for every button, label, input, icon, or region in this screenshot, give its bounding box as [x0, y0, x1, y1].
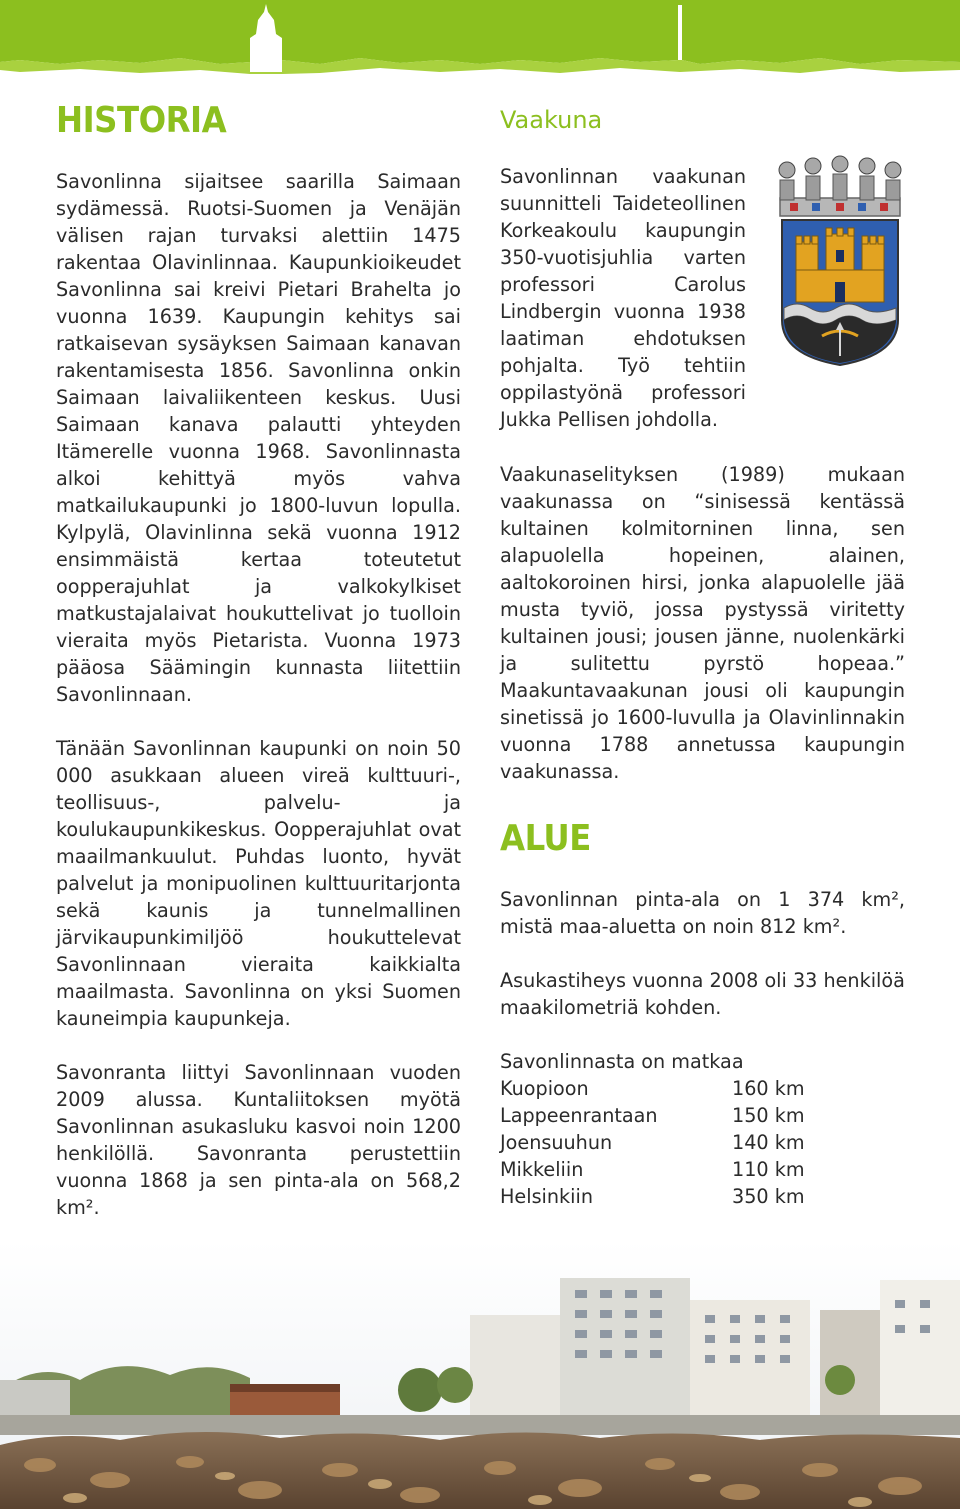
distance-place: Helsinkiin — [500, 1185, 593, 1208]
list-item — [500, 1102, 820, 1129]
history-paragraph-3: Savonranta liittyi Savonlinnaan vuoden 2009 alussa. Kuntaliitoksen myötä Savonlinnan asukasluku kasvoi noin 1200 henkilöllä. Savonranta perustettiin vuonna 1868 ja sen pinta-ala on 568,2 km². — [56, 1061, 461, 1219]
city-photo — [0, 1240, 960, 1509]
distance-km: 110 km — [732, 1158, 805, 1181]
vaakuna-title: Vaakuna — [500, 106, 603, 134]
vaakuna-paragraph-2: Vaakunaselityksen (1989) mukaan vaakunassa on “sinisessä kentässä kultainen kolmitorninen linna, sen alapuolella hopeinen, alainen, aaltokoroinen hirsi, jonka alapuolelle jää musta tyviö, jossa pystyssä viritetty kultainen jousi; jousen jänne, nuolenkärki ja sulitettu pyrstö hopeaa.” Maakuntavaakunan jousi oli kaupungin sinetissä jo 1600-luvulla ja Olavinlinnakin vuonna 1788 annetussa kaupungin vaakunassa. — [500, 463, 905, 783]
distance-place: Joensuuhun — [500, 1131, 613, 1154]
alue-density — [500, 967, 905, 1021]
vaakuna-intro — [500, 163, 746, 433]
list-item — [500, 1183, 820, 1210]
coat-of-arms-icon — [752, 150, 928, 382]
distances-title: Savonlinnasta on matkaa — [500, 1050, 744, 1073]
list-item — [500, 1156, 820, 1183]
history-paragraph-1: Savonlinna sijaitsee saarilla Saimaan sydämessä. Ruotsi-Suomen ja Venäjän välisen rajan turvaksi alettiin 1475 rakentaa Olavinlinnaa. Kaupunkioikeudet Savonlinna sai kreivi Pietari Brahelta jo vuonna 1639. Kaupungin kehitys sai ratkaisevan sysäyksen Saimaan kanavan rakentamisesta 1856. Savonlinna onkin Saimaan laivaliikenteen keskus. Uusi Saimaan kanava palautti yhteyden Itämerelle vuonna 1968. Savonlinnasta alkoi kehittyä myös vahva matkailukaupunki jo 1800-luvun lopulla. Kylpylä, Olavinlinna sekä vuonna 1912 ensimmäistä kertaa toteutetut oopperajuhlat ja valkokylkiset matkustajalaivat houkuttelivat jo tuolloin vieraita myös Pietarista. Vuonna 1973 pääosa Säämingin kunnasta liitettiin Savonlinnaan. — [56, 170, 461, 706]
distance-km: 150 km — [732, 1104, 805, 1127]
alue-area — [500, 886, 905, 940]
distance-place: Kuopioon — [500, 1077, 589, 1100]
distance-place: Mikkeliin — [500, 1158, 584, 1181]
distance-km: 160 km — [732, 1077, 805, 1100]
distance-km: 140 km — [732, 1131, 805, 1154]
history-paragraph-2: Tänään Savonlinnan kaupunki on noin 50 000 asukkaan alueen vireä kulttuuri-, teollisuus-, palvelu- ja koulukaupunkikeskus. Oopperajuhlat ovat maailmankuulut. Puhdas luonto, hyvät palvelut ja monipuolinen kulttuuritarjonta sekä kaunis ja tunnelmallinen järvikaupunkimiljöö houkuttelevat Savonlinnaan vieraita kaikkialta maailmasta. Savonlinna on yksi Suomen kauneimpia kaupunkeja. — [56, 737, 461, 1030]
history-column — [56, 168, 461, 1248]
alue-title: ALUE — [500, 818, 591, 859]
alue-paragraph-2: Asukastiheys vuonna 2008 oli 33 henkilöä maakilometriä kohden. — [500, 969, 905, 1019]
distance-place: Lappeenrantaan — [500, 1104, 658, 1127]
vaakuna-paragraph-1: Savonlinnan vaakunan suunnitteli Taideteollinen Korkeakoulu kaupungin 350-vuotisjuhlia varten professori Carolus Lindbergin vuonna 1938 laatiman ehdotuksen pohjalta. Työ tehtiin oppilastyönä professori Jukka Pellisen johdolla. — [500, 165, 746, 431]
skyline-banner — [0, 0, 960, 90]
vaakuna-description — [500, 461, 905, 785]
distance-km: 350 km — [732, 1185, 805, 1208]
history-title: HISTORIA — [56, 100, 227, 141]
alue-paragraph-1: Savonlinnan pinta-ala on 1 374 km², mistä maa-aluetta on noin 812 km². — [500, 888, 905, 938]
distances-list — [500, 1048, 820, 1210]
list-item — [500, 1129, 820, 1156]
list-item — [500, 1075, 820, 1102]
